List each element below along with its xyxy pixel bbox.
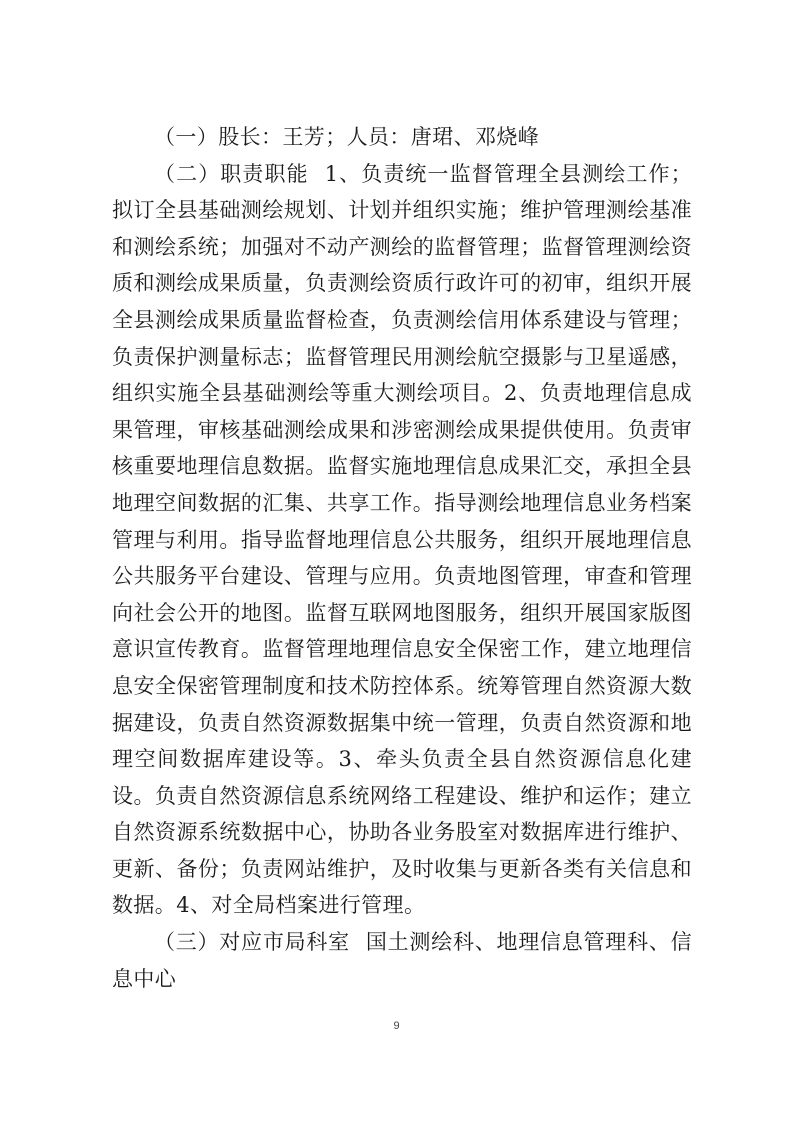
document-body <box>112 119 692 997</box>
counterpart-heading: （三）对应市局科室 <box>154 930 350 955</box>
staff-paragraph <box>112 119 692 156</box>
staff-text: （一）股长：王芳；人员：唐珺、邓烧峰 <box>154 125 540 149</box>
duties-paragraph <box>112 156 692 924</box>
counterpart-text: 国土测绘科、地理信息管理科、信息中心 <box>112 930 692 991</box>
counterpart-paragraph <box>112 924 692 997</box>
page-number: 9 <box>393 1020 400 1032</box>
duties-text: 1、负责统一监督管理全县测绘工作；拟订全县基础测绘规划、计划并组织实施；维护管理测绘基准和测绘系统；加强对不动产测绘的监督管理；监督管理测绘资质和测绘成果质量，负责测绘资质行政许可的初审，组织开展全县测绘成果质量监督检查，负责测绘信用体系建设与管理；负责保护测量标志；监督管理民用测绘航空摄影与卫星遥感，组织实施全县基础测绘等重大测绘项目。2、负责地理信息成果管理，审核基础测绘成果和涉密测绘成果提供使用。负责审核重要地理信息数据。监督实施地理信息成果汇交，承担全县地理空间数据的汇集、共享工作。指导测绘地理信息业务档案管理与利用。指导监督地理信息公共服务，组织开展地理信息公共服务平台建设、管理与应用。负责地图管理，审查和管理向社会公开的地图。监督互联网地图服务，组织开展国家版图意识宣传教育。监督管理地理信息安全保密工作，建立地理信息安全保密管理制度和技术防控体系。统筹管理自然资源大数据建设，负责自然资源数据集中统一管理，负责自然资源和地理空间数据库建设等。3、牵头负责全县自然资源信息化建设。负责自然资源信息系统网络工程建设、维护和运作；建立自然资源系统数据中心，协助各业务股室对数据库进行维护、更新、备份；负责网站维护，及时收集与更新各类有关信息和数据。4、对全局档案进行管理。 <box>112 161 692 918</box>
duties-heading: （二）职责职能 <box>154 161 309 186</box>
